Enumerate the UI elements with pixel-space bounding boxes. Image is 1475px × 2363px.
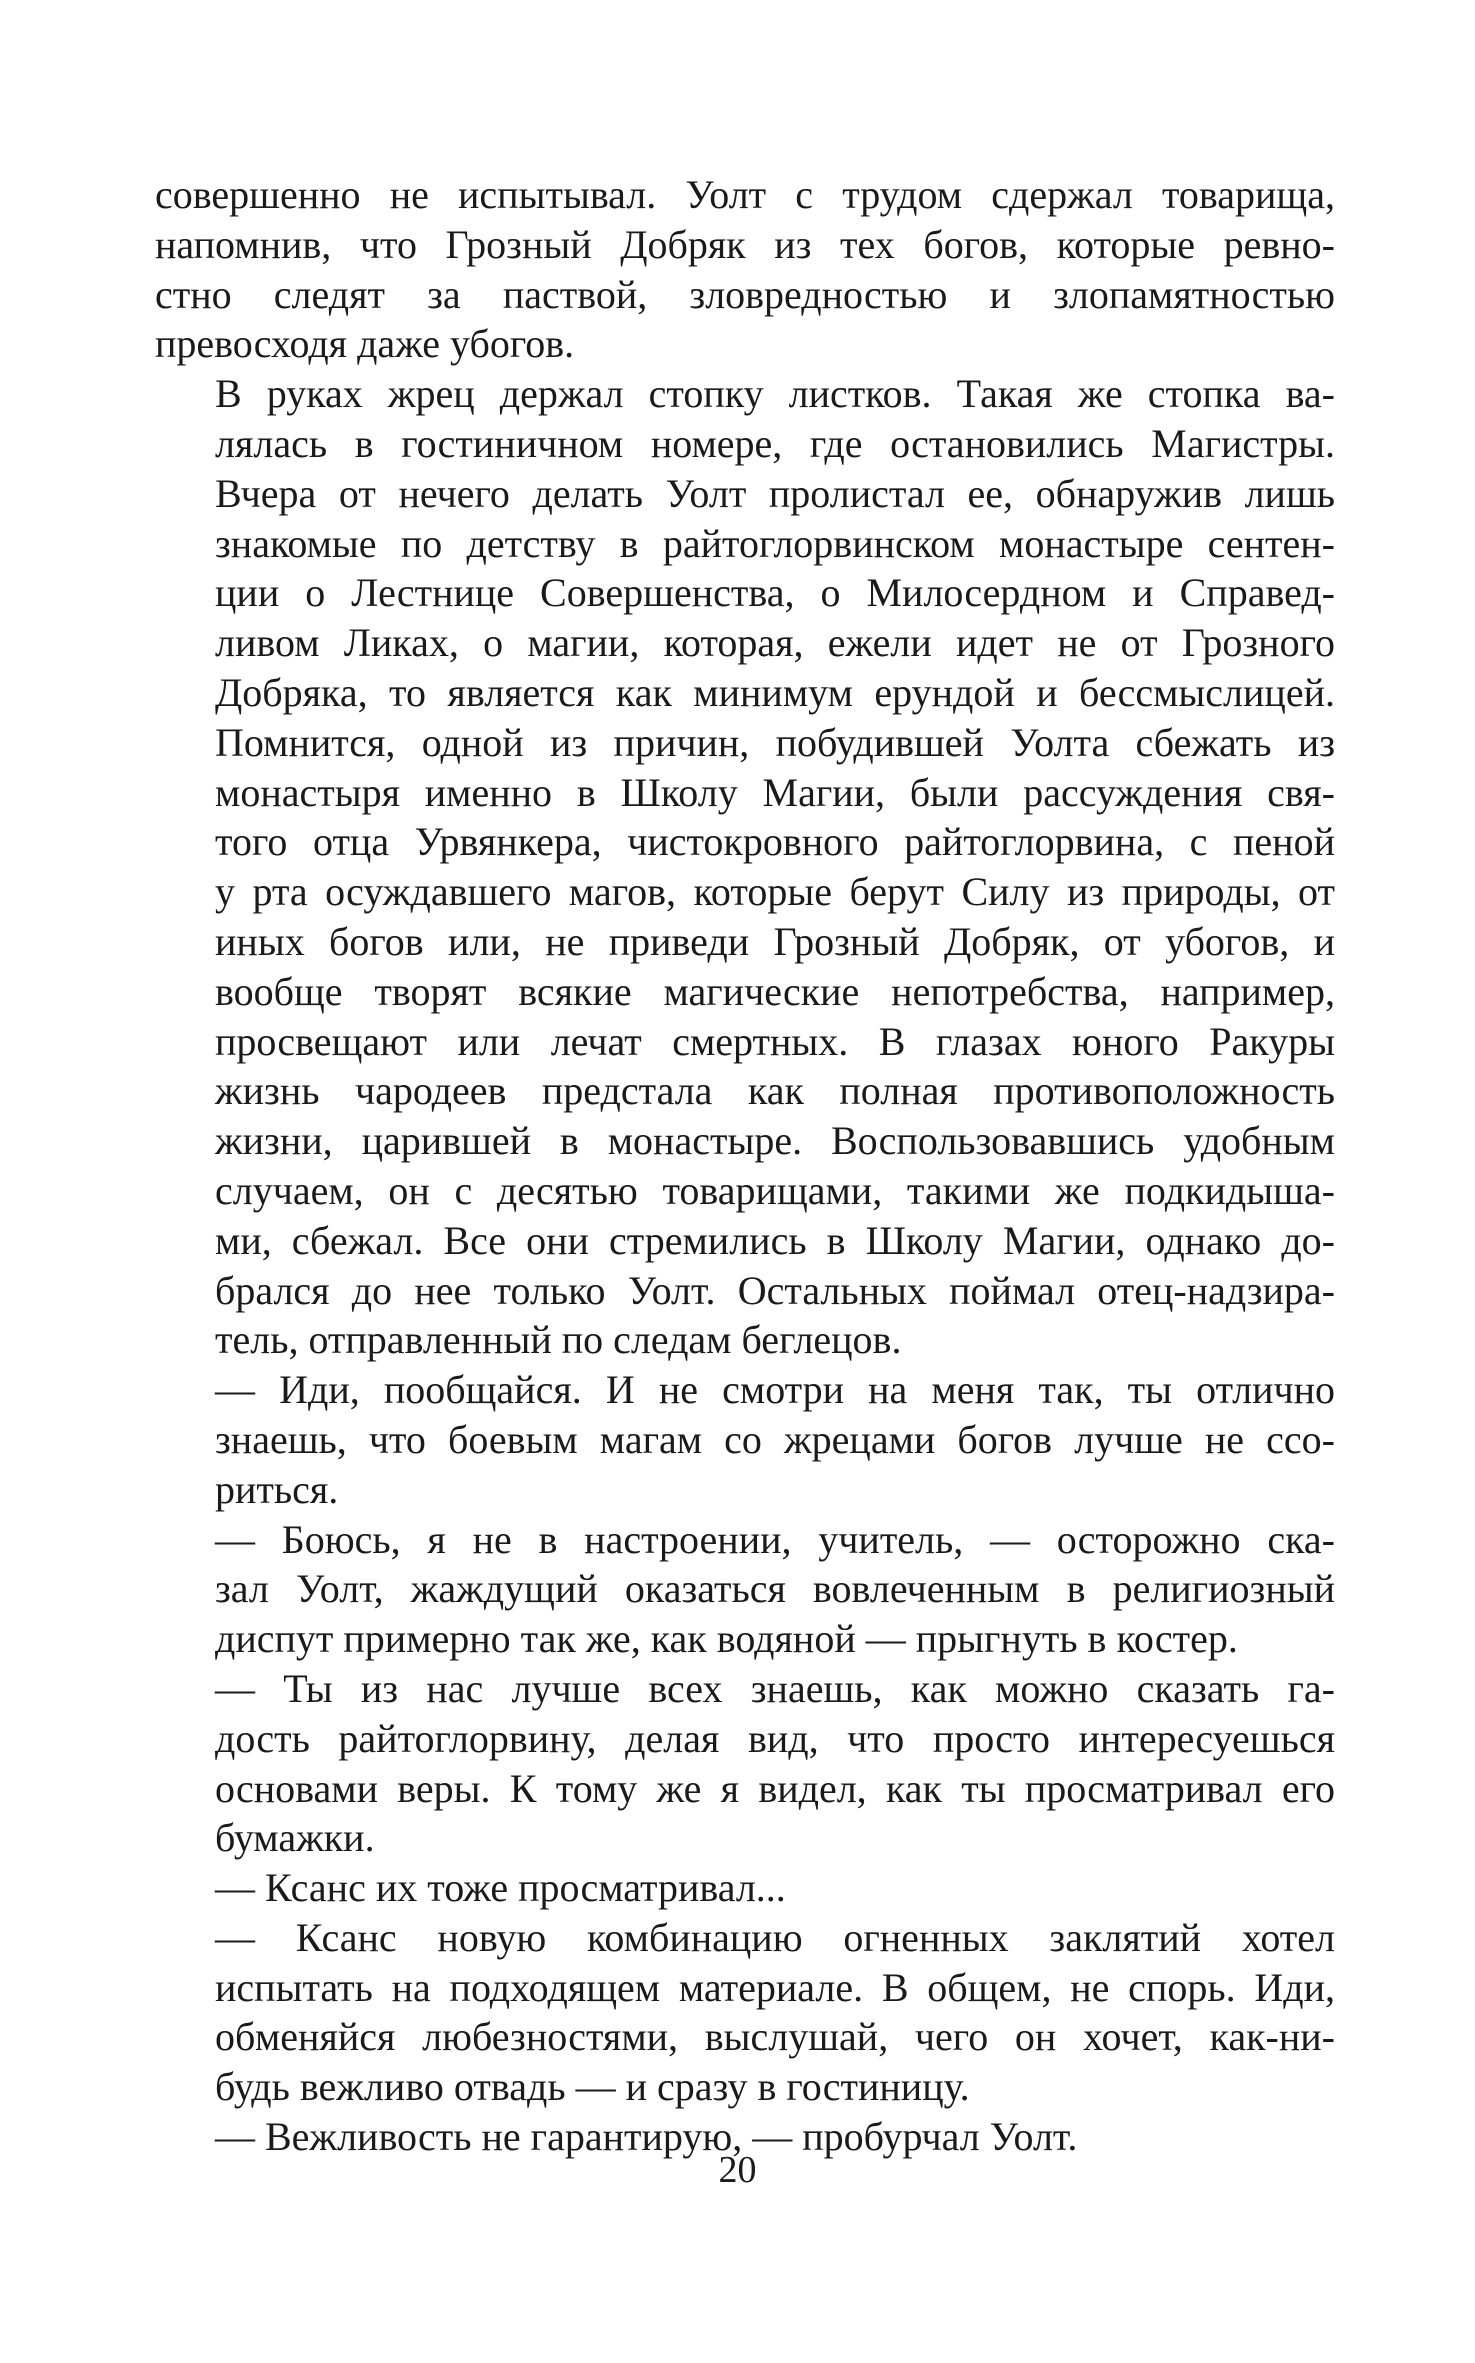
text-line: тель, отправленный по следам беглецов. [215, 1317, 902, 1363]
text-line: ливом Ликах, о магии, которая, ежели идет не от Грозного [215, 620, 1335, 666]
text-line: у рта осуждавшего магов, которые берут Силу из природы, от [215, 869, 1335, 915]
paragraph [155, 1913, 1335, 2112]
text-line: Вчера от нечего делать Уолт пролистал ее, обнаружив лишь [215, 470, 1335, 516]
page-number: 20 [718, 2149, 757, 2191]
text-line: знакомые по детству в райтоглорвинском монастыре сентен- [215, 520, 1335, 566]
text-line: будь вежливо отвадь — и сразу в гостиницу. [215, 2064, 970, 2110]
paragraph [155, 170, 1335, 369]
text-line: зал Уолт, жаждущий оказаться вовлеченным в религиозный [215, 1566, 1335, 1612]
text-line: случаем, он с десятью товарищами, такими же подкидыша- [215, 1167, 1335, 1213]
text-line: напомнив, что Грозный Добряк из тех богов, которые ревно- [155, 221, 1335, 267]
text-line: Добряка, то является как минимум ерундой и бессмыслицей. [215, 669, 1335, 715]
text-line: брался до нее только Уолт. Остальных поймал отец-надзира- [215, 1267, 1335, 1313]
text-line: жизнь чародеев предстала как полная противоположность [215, 1068, 1335, 1114]
text-line: диспут примерно так же, как водяной — прыгнуть в костер. [215, 1616, 1238, 1662]
text-line: знаешь, что боевым магам со жрецами богов лучше не ссо- [215, 1416, 1335, 1462]
paragraph [155, 1515, 1335, 1664]
text-line: ми, сбежал. Все они стремились в Школу Магии, однако до- [215, 1217, 1335, 1263]
text-line: ции о Лестнице Совершенства, о Милосердном и Справед- [215, 570, 1335, 616]
text-line: Помнится, одной из причин, побудившей Уолта сбежать из [215, 719, 1335, 765]
text-line: лялась в гостиничном номере, где остановились Магистры. [215, 420, 1335, 466]
text-line: — Ты из нас лучше всех знаешь, как можно сказать га- [215, 1665, 1335, 1711]
text-line: испытать на подходящем материале. В общем, не спорь. Иди, [215, 1964, 1335, 2010]
text-line: — Иди, пообщайся. И не смотри на меня так, ты отлично [215, 1367, 1335, 1413]
text-line: — Ксанс их тоже просматривал... [215, 1865, 786, 1911]
text-line: дость райтоглорвину, делая вид, что просто интересуешься [215, 1715, 1335, 1761]
text-line: бумажки. [215, 1815, 375, 1861]
text-line: В руках жрец держал стопку листков. Такая же стопка ва- [215, 371, 1335, 417]
text-line: иных богов или, не приведи Грозный Добряк, от убогов, и [215, 918, 1335, 964]
text-line: превосходя даже убогов. [155, 321, 575, 367]
paragraph [155, 369, 1335, 1365]
text-line: жизни, царившей в монастыре. Воспользовавшись удобным [215, 1118, 1335, 1164]
text-line: совершенно не испытывал. Уолт с трудом сдержал товарища, [155, 172, 1335, 217]
text-line: — Ксанс новую комбинацию огненных заклятий хотел [215, 1914, 1335, 1960]
text-line: — Боюсь, я не в настроении, учитель, — осторожно ска- [215, 1516, 1335, 1562]
book-page-text [155, 170, 1335, 2162]
text-line: — Вежливость не гарантирую, — пробурчал Уолт. [215, 2114, 1078, 2160]
text-line: монастыря именно в Школу Магии, были рассуждения свя- [215, 769, 1335, 815]
paragraph [155, 1365, 1335, 1514]
text-line: вообще творят всякие магические непотребства, например, [215, 968, 1335, 1014]
text-line: просвещают или лечат смертных. В глазах юного Ракуры [215, 1018, 1335, 1064]
text-line: того отца Урвянкера, чистокровного райтоглорвина, с пеной [215, 819, 1335, 865]
paragraph [155, 1863, 1335, 1913]
text-line: основами веры. К тому же я видел, как ты просматривал его [215, 1765, 1335, 1811]
text-line: обменяйся любезностями, выслушай, чего он хочет, как-ни- [215, 2014, 1335, 2060]
text-line: стно следят за паствой, зловредностью и злопамятностью [155, 271, 1335, 317]
paragraph [155, 1664, 1335, 1863]
text-line: риться. [215, 1466, 339, 1512]
